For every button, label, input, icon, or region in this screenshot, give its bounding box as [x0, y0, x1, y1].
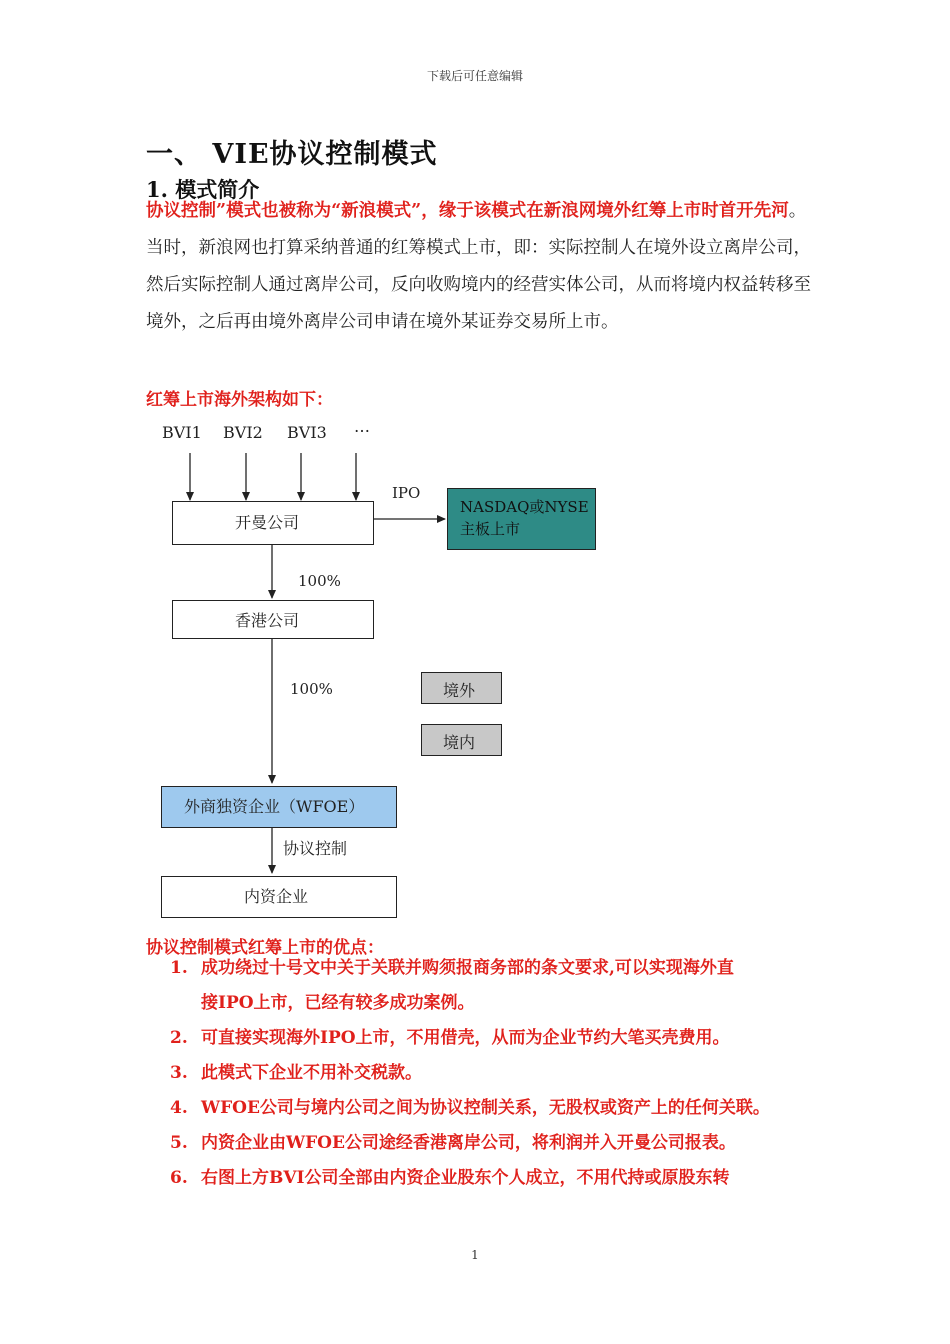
list-item: 3. 此模式下企业不用补交税款。	[170, 1063, 422, 1083]
advantages-heading: 协议控制模式红筹上市的优点：	[146, 938, 384, 958]
list-item: 1. 成功绕过十号文中关于关联并购须报商务部的条文要求,可以实现海外直 接IPO上市，已经有较多成功案例。	[170, 958, 734, 1013]
list-item: 5. 内资企业由WFOE公司途经香港离岸公司，将利润并入开曼公司报表。	[170, 1133, 736, 1153]
ipo-label: IPO	[392, 484, 421, 502]
wfoe-box: 外商独资企业（WFOE）	[161, 786, 397, 828]
list-item: 4. WFOE公司与境内公司之间为协议控制关系，无股权或资产上的任何关联。	[170, 1098, 770, 1118]
bvi-ellipsis: …	[354, 417, 370, 436]
list-item: 2. 可直接实现海外IPO上市，不用借壳，从而为企业节约大笔买壳费用。	[170, 1028, 730, 1048]
nasdaq-nyse-box	[447, 488, 596, 550]
cayman-company-box: 开曼公司	[172, 501, 374, 545]
section-heading: 1. 模式简介	[146, 177, 260, 202]
intro-paragraph	[146, 193, 816, 341]
nasdaq-line2: 主板上市	[460, 520, 521, 538]
bvi3-label: BVI3	[287, 423, 327, 442]
list-item: 6. 右图上方BVI公司全部由内资企业股东个人成立，不用代持或原股东转	[170, 1168, 730, 1188]
page-header: 下载后可任意编辑	[426, 69, 523, 83]
bvi2-label: BVI2	[223, 423, 263, 442]
advantages-list	[170, 951, 820, 1196]
hk-company-box: 香港公司	[172, 600, 374, 639]
nasdaq-line1: NASDAQ或NYSE	[460, 498, 589, 516]
onshore-legend: 境内	[421, 724, 502, 756]
intro-highlight: 协议控制”模式也被称为“新浪模式”，缘于该模式在新浪网境外红筹上市时首开先河	[146, 201, 789, 221]
intro-text: 。当时，新浪网也打算采纳普通的红筹模式上市，即：实际控制人在境外设立离岸公司，然后实际控制人通过离岸公司，反向收购境内的经营实体公司，从而将境内权益转移至境外，之后再由境外离岸公司申请在境外某证券交易所上市。	[146, 201, 811, 332]
diagram-heading: 红筹上市海外架构如下：	[146, 390, 333, 410]
domestic-company-box: 内资企业	[161, 876, 397, 918]
bvi1-label: BVI1	[162, 423, 202, 442]
ownership-pct-1: 100%	[298, 572, 341, 590]
offshore-legend: 境外	[421, 672, 502, 704]
page-title: 一、 VIE协议控制模式	[146, 139, 438, 170]
ownership-pct-2: 100%	[290, 680, 333, 698]
agreement-control-label: 协议控制	[283, 839, 348, 858]
page-number: 1	[471, 1248, 479, 1262]
